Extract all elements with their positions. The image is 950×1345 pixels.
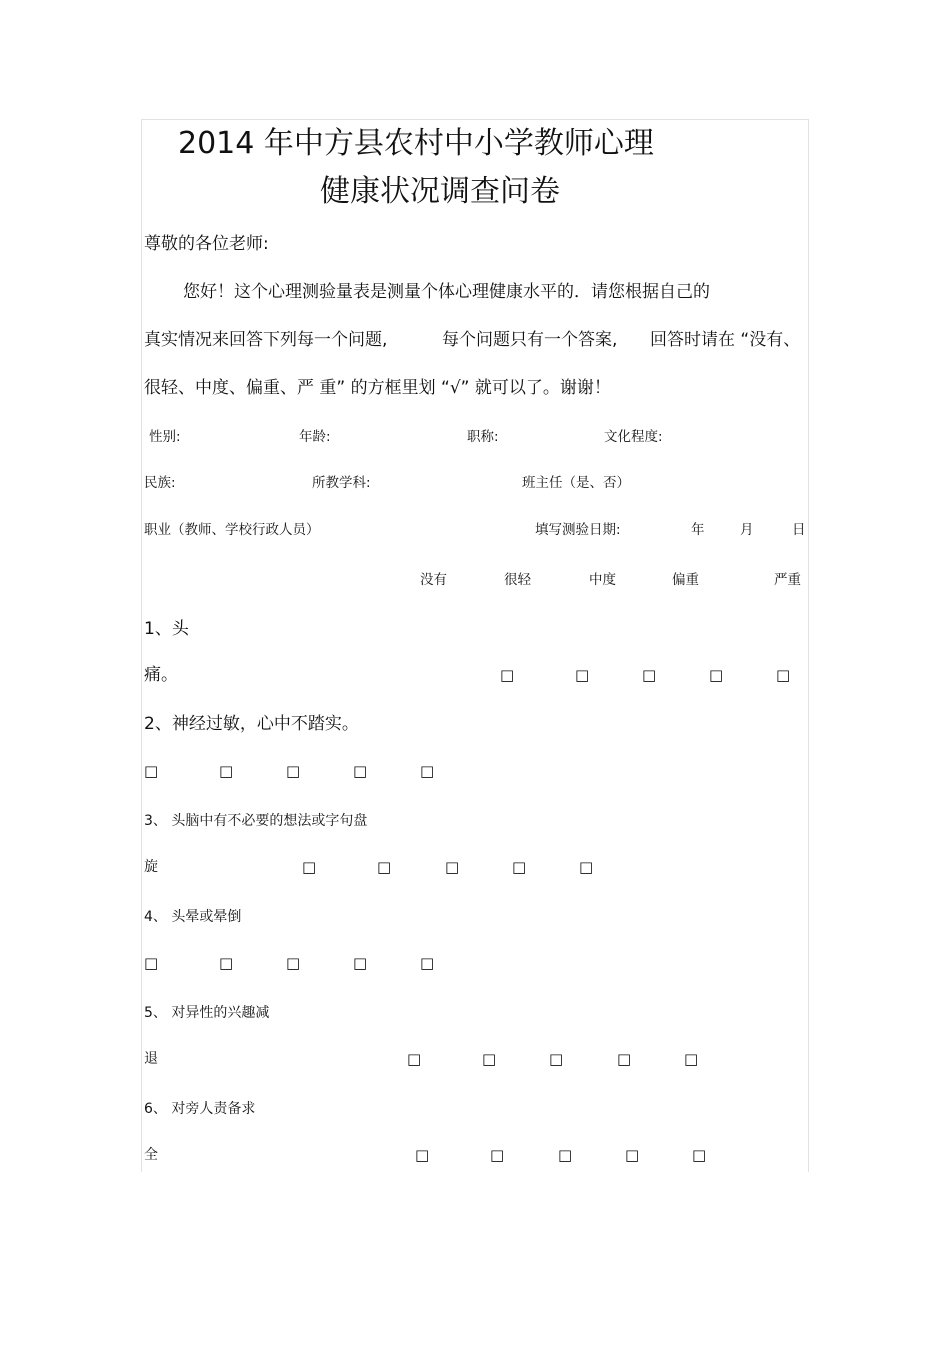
question-2-text: 2、神经过敏，心中不踏实。	[144, 714, 359, 734]
q1-checkbox-severe[interactable]: □	[709, 666, 724, 684]
q2-checkbox-severe[interactable]: □	[353, 762, 368, 780]
q4-checkbox-very-severe[interactable]: □	[420, 954, 435, 972]
q6-checkbox-severe[interactable]: □	[625, 1146, 640, 1164]
age-field[interactable]: 年龄:	[299, 429, 331, 445]
ethnicity-field[interactable]: 民族:	[144, 475, 176, 491]
q1-checkbox-moderate[interactable]: □	[642, 666, 657, 684]
occupation-field[interactable]: 职业（教师、学校行政人员）	[144, 522, 320, 538]
q6-checkbox-mild[interactable]: □	[490, 1146, 505, 1164]
greeting: 尊敬的各位老师:	[144, 234, 269, 254]
question-3-text: 3、 头脑中有不必要的想法或字句盘	[144, 813, 368, 829]
intro-line1: 您好！这个心理测验量表是测量个体心理健康水平的．请您根据自己的	[183, 282, 710, 302]
education-field[interactable]: 文化程度:	[604, 429, 663, 445]
q5-checkbox-very-severe[interactable]: □	[684, 1050, 699, 1068]
intro-line2-b: 每个问题只有一个答案,	[442, 330, 618, 350]
q5-checkbox-severe[interactable]: □	[617, 1050, 632, 1068]
q6-checkbox-none[interactable]: □	[415, 1146, 430, 1164]
question-5-text-cont: 退	[144, 1051, 158, 1067]
q3-checkbox-moderate[interactable]: □	[445, 858, 460, 876]
head-teacher-field[interactable]: 班主任（是、否）	[522, 475, 630, 491]
subject-field[interactable]: 所教学科:	[312, 475, 371, 491]
q3-checkbox-mild[interactable]: □	[377, 858, 392, 876]
q6-checkbox-moderate[interactable]: □	[558, 1146, 573, 1164]
date-month[interactable]: 月	[740, 522, 754, 538]
q1-checkbox-none[interactable]: □	[500, 666, 515, 684]
q4-checkbox-moderate[interactable]: □	[286, 954, 301, 972]
q3-checkbox-none[interactable]: □	[302, 858, 317, 876]
date-day[interactable]: 日	[792, 522, 806, 538]
page-title-line1: 2014 年中方县农村中小学教师心理	[178, 126, 654, 161]
question-4-text: 4、 头晕或晕倒	[144, 909, 242, 925]
scale-none: 没有	[420, 572, 447, 588]
page-title-line2: 健康状况调查问卷	[320, 174, 560, 209]
q4-checkbox-severe[interactable]: □	[353, 954, 368, 972]
scale-moderate: 中度	[589, 572, 616, 588]
question-6-text-cont: 全	[144, 1147, 158, 1163]
q5-checkbox-moderate[interactable]: □	[549, 1050, 564, 1068]
q6-checkbox-very-severe[interactable]: □	[692, 1146, 707, 1164]
q2-checkbox-mild[interactable]: □	[219, 762, 234, 780]
q1-checkbox-mild[interactable]: □	[575, 666, 590, 684]
intro-line2-c: 回答时请在 “没有、	[650, 330, 801, 350]
question-5-text: 5、 对异性的兴趣减	[144, 1005, 270, 1021]
q1-checkbox-very-severe[interactable]: □	[776, 666, 791, 684]
question-1-text: 1、头	[144, 619, 189, 639]
gender-field[interactable]: 性别:	[149, 429, 181, 445]
intro-line3: 很轻、中度、偏重、严 重” 的方框里划 “√” 就可以了。谢谢！	[144, 378, 611, 398]
question-6-text: 6、 对旁人责备求	[144, 1101, 256, 1117]
q2-checkbox-moderate[interactable]: □	[286, 762, 301, 780]
scale-severe: 偏重	[672, 572, 699, 588]
q2-checkbox-very-severe[interactable]: □	[420, 762, 435, 780]
date-field-label: 填写测验日期:	[535, 522, 621, 538]
q5-checkbox-none[interactable]: □	[407, 1050, 422, 1068]
q3-checkbox-severe[interactable]: □	[512, 858, 527, 876]
title-field[interactable]: 职称:	[467, 429, 499, 445]
scale-very-severe: 严重	[774, 572, 801, 588]
date-year[interactable]: 年	[691, 522, 705, 538]
intro-line2-a: 真实情况来回答下列每一个问题,	[144, 330, 388, 350]
q4-checkbox-none[interactable]: □	[144, 954, 159, 972]
question-1-text-cont: 痛。	[144, 665, 178, 685]
q5-checkbox-mild[interactable]: □	[482, 1050, 497, 1068]
question-3-text-cont: 旋	[144, 859, 158, 875]
q3-checkbox-very-severe[interactable]: □	[579, 858, 594, 876]
q4-checkbox-mild[interactable]: □	[219, 954, 234, 972]
scale-mild: 很轻	[504, 572, 531, 588]
q2-checkbox-none[interactable]: □	[144, 762, 159, 780]
